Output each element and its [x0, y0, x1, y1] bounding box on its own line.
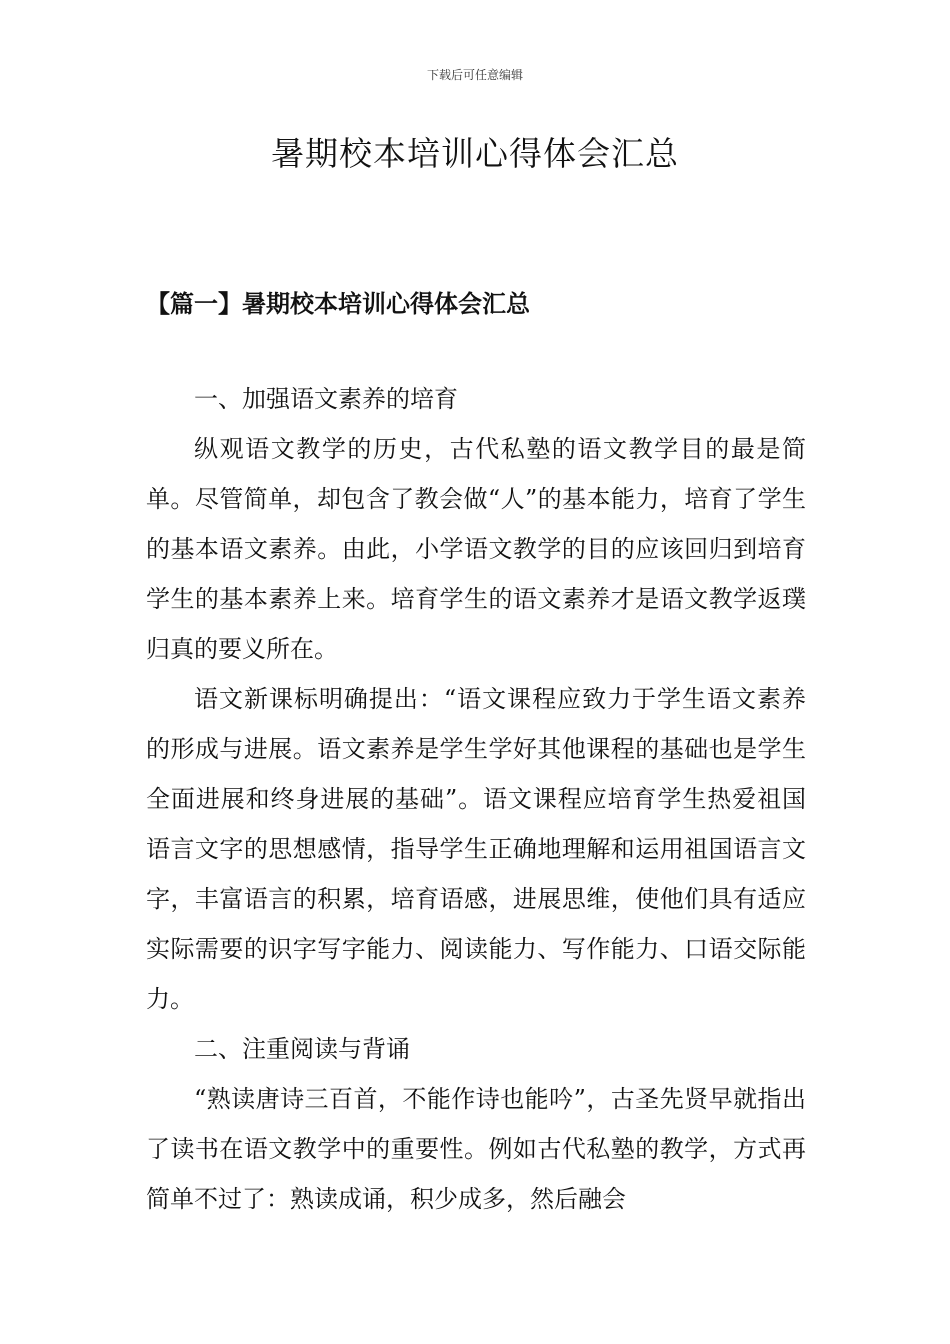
document-body — [146, 374, 806, 1224]
paragraph: 纵观语文教学的历史，古代私塾的语文教学目的最是简单。尽管简单，却包含了教会做“人”的基本能力，培育了学生的基本语文素养。由此，小学语文教学的目的应该回归到培育学生的基本素养上来。培育学生的语文素养才是语文教学返璞归真的要义所在。 — [146, 435, 806, 663]
paragraph-heading-2: 二、注重阅读与背诵 — [194, 1035, 410, 1063]
section-title: 【篇一】暑期校本培训心得体会汇总 — [146, 289, 530, 318]
document-title: 暑期校本培训心得体会汇总 — [271, 134, 679, 173]
paragraph-heading-1: 一、加强语文素养的培育 — [194, 385, 458, 413]
paragraph: 语文新课标明确提出：“语文课程应致力于学生语文素养的形成与进展。语文素养是学生学好其他课程的基础也是学生全面进展和终身进展的基础”。语文课程应培育学生热爱祖国语言文字的思想感情，指导学生正确地理解和运用祖国语言文字，丰富语言的积累，培育语感，进展思维，使他们具有适应实际需要的识字写字能力、阅读能力、写作能力、口语交际能力。 — [146, 685, 806, 1013]
paragraph: “熟读唐诗三百首，不能作诗也能吟”，古圣先贤早就指出了读书在语文教学中的重要性。例如古代私塾的教学，方式再简单不过了：熟读成诵，积少成多，然后融会 — [146, 1085, 806, 1213]
header-note: 下载后可任意编辑 — [426, 68, 523, 82]
